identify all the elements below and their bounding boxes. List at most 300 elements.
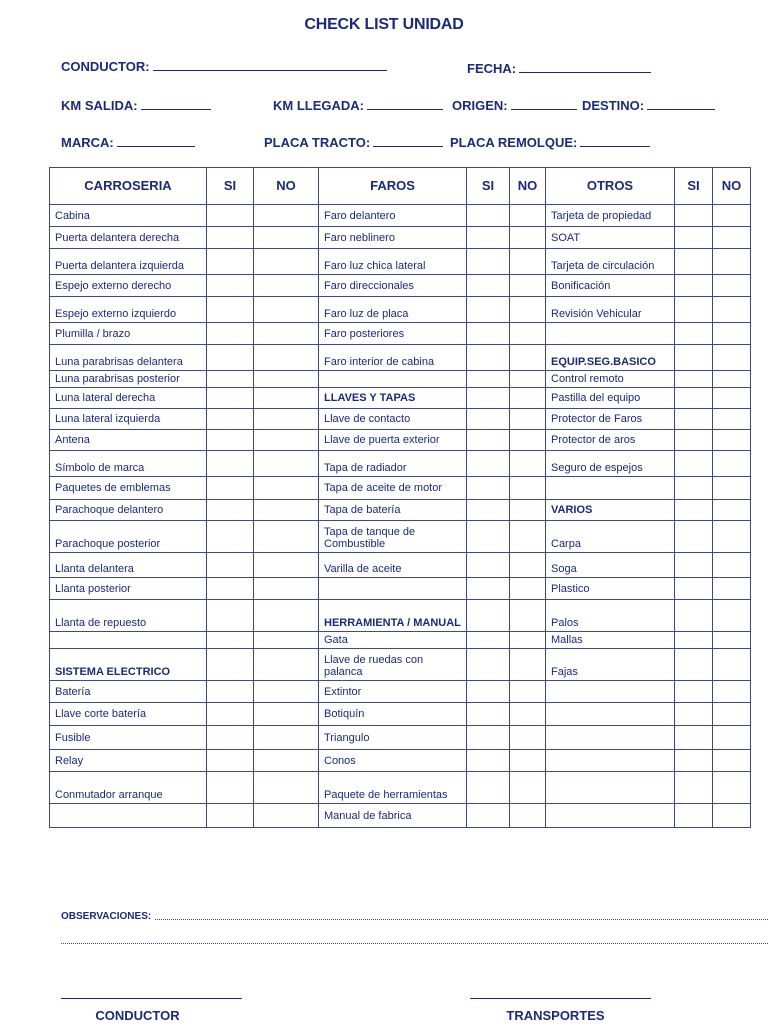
faros-si-cell[interactable] [467,750,510,772]
otros-item: Carpa [546,521,675,553]
faros-si-cell[interactable] [467,500,510,521]
conductor-signature-line[interactable] [61,998,242,999]
carroseria-no-cell[interactable] [254,703,319,726]
carroseria-item: Luna parabrisas posterior [50,371,207,388]
otros-no-cell[interactable] [713,205,751,227]
faros-item: Triangulo [319,726,467,750]
faros-no-cell[interactable] [510,726,546,750]
otros-si-cell[interactable] [675,703,713,726]
col-header-no-otros: NO [713,168,751,205]
otros-item: Protector de aros [546,430,675,451]
otros-si-cell[interactable] [675,451,713,477]
conductor-field [61,58,387,74]
carroseria-si-cell[interactable] [207,388,254,409]
carroseria-item: Paquetes de emblemas [50,477,207,500]
otros-item [546,323,675,345]
carroseria-item [50,804,207,828]
carroseria-item: Luna lateral derecha [50,388,207,409]
faros-no-cell[interactable] [510,323,546,345]
otros-no-cell[interactable] [713,632,751,649]
faros-item: Faro direccionales [319,275,467,297]
carroseria-si-cell[interactable] [207,703,254,726]
carroseria-si-cell[interactable] [207,205,254,227]
carroseria-no-cell[interactable] [254,297,319,323]
carroseria-item: Relay [50,750,207,772]
table-row [50,681,751,703]
faros-item: Llave de contacto [319,409,467,430]
faros-item: Faro neblinero [319,227,467,249]
faros-item: Conos [319,750,467,772]
carroseria-no-cell[interactable] [254,227,319,249]
faros-item: HERRAMIENTA / MANUAL [319,600,467,632]
fecha-label: FECHA: [467,61,517,76]
otros-si-cell[interactable] [675,632,713,649]
table-row [50,553,751,578]
faros-item: Extintor [319,681,467,703]
table-row [50,345,751,371]
faros-item: LLAVES Y TAPAS [319,388,467,409]
col-header-si-faros: SI [467,168,510,205]
placa-tracto-label: PLACA TRACTO: [264,135,371,150]
faros-no-cell[interactable] [510,430,546,451]
carroseria-no-cell[interactable] [254,578,319,600]
carroseria-no-cell[interactable] [254,205,319,227]
carroseria-item: Conmutador arranque [50,772,207,804]
otros-no-cell[interactable] [713,500,751,521]
table-row [50,388,751,409]
faros-item: Botiquín [319,703,467,726]
faros-si-cell[interactable] [467,205,510,227]
faros-item: Faro posteriores [319,323,467,345]
otros-si-cell[interactable] [675,500,713,521]
faros-si-cell[interactable] [467,578,510,600]
carroseria-no-cell[interactable] [254,521,319,553]
otros-si-cell[interactable] [675,772,713,804]
km-llegada-field [273,97,443,113]
faros-si-cell[interactable] [467,632,510,649]
carroseria-item: SISTEMA ELECTRICO [50,649,207,681]
destino-field [582,97,715,113]
otros-no-cell[interactable] [713,553,751,578]
otros-si-cell[interactable] [675,388,713,409]
carroseria-si-cell[interactable] [207,681,254,703]
otros-item [546,726,675,750]
carroseria-item: Espejo externo izquierdo [50,297,207,323]
carroseria-no-cell[interactable] [254,681,319,703]
page-title: CHECK LIST UNIDAD [304,16,464,33]
faros-si-cell[interactable] [467,409,510,430]
otros-si-cell[interactable] [675,521,713,553]
carroseria-si-cell[interactable] [207,227,254,249]
faros-si-cell[interactable] [467,703,510,726]
faros-no-cell[interactable] [510,371,546,388]
faros-si-cell[interactable] [467,388,510,409]
otros-si-cell[interactable] [675,804,713,828]
faros-si-cell[interactable] [467,600,510,632]
faros-no-cell[interactable] [510,227,546,249]
placa-remolque-line[interactable] [580,134,650,147]
faros-no-cell[interactable] [510,409,546,430]
table-row [50,205,751,227]
carroseria-item: Puerta delantera derecha [50,227,207,249]
faros-item: Faro luz chica lateral [319,249,467,275]
faros-item [319,371,467,388]
otros-si-cell[interactable] [675,726,713,750]
carroseria-no-cell[interactable] [254,804,319,828]
otros-item [546,772,675,804]
faros-si-cell[interactable] [467,451,510,477]
otros-no-cell[interactable] [713,323,751,345]
otros-item [546,681,675,703]
table-row [50,804,751,828]
carroseria-no-cell[interactable] [254,451,319,477]
table-row [50,297,751,323]
faros-no-cell[interactable] [510,772,546,804]
otros-si-cell[interactable] [675,578,713,600]
otros-item: Plastico [546,578,675,600]
carroseria-no-cell[interactable] [254,649,319,681]
carroseria-item: Espejo externo derecho [50,275,207,297]
table-row [50,227,751,249]
table-row [50,477,751,500]
faros-no-cell[interactable] [510,500,546,521]
carroseria-item: Luna parabrisas delantera [50,345,207,371]
carroseria-no-cell[interactable] [254,409,319,430]
otros-item [546,804,675,828]
otros-si-cell[interactable] [675,345,713,371]
carroseria-item: Puerta delantera izquierda [50,249,207,275]
otros-no-cell[interactable] [713,388,751,409]
table-row [50,323,751,345]
otros-si-cell[interactable] [675,323,713,345]
faros-si-cell[interactable] [467,804,510,828]
otros-si-cell[interactable] [675,297,713,323]
carroseria-si-cell[interactable] [207,345,254,371]
origen-label: ORIGEN: [452,98,508,113]
carroseria-si-cell[interactable] [207,804,254,828]
otros-no-cell[interactable] [713,521,751,553]
transportes-signature-label: TRANSPORTES [506,1008,605,1023]
table-row [50,772,751,804]
carroseria-no-cell[interactable] [254,750,319,772]
otros-item [546,703,675,726]
otros-no-cell[interactable] [713,345,751,371]
faros-no-cell[interactable] [510,477,546,500]
otros-item [546,750,675,772]
otros-no-cell[interactable] [713,451,751,477]
checklist-body [50,205,751,828]
faros-item: Tapa de aceite de motor [319,477,467,500]
carroseria-no-cell[interactable] [254,249,319,275]
carroseria-si-cell[interactable] [207,578,254,600]
carroseria-si-cell[interactable] [207,500,254,521]
carroseria-no-cell[interactable] [254,371,319,388]
col-header-carroseria: CARROSERIA [50,168,207,205]
carroseria-no-cell[interactable] [254,323,319,345]
otros-si-cell[interactable] [675,649,713,681]
transportes-signature-line[interactable] [470,998,651,999]
table-row [50,703,751,726]
marca-line[interactable] [117,134,195,147]
carroseria-si-cell[interactable] [207,297,254,323]
observaciones-line-2[interactable] [61,943,768,944]
carroseria-item: Parachoque delantero [50,500,207,521]
otros-no-cell[interactable] [713,578,751,600]
faros-no-cell[interactable] [510,249,546,275]
faros-si-cell[interactable] [467,726,510,750]
observaciones-label: OBSERVACIONES: [61,911,152,922]
km-salida-line[interactable] [141,97,211,110]
faros-no-cell[interactable] [510,275,546,297]
carroseria-si-cell[interactable] [207,726,254,750]
carroseria-si-cell[interactable] [207,600,254,632]
carroseria-no-cell[interactable] [254,477,319,500]
carroseria-si-cell[interactable] [207,750,254,772]
otros-no-cell[interactable] [713,297,751,323]
otros-no-cell[interactable] [713,227,751,249]
carroseria-item: Llanta delantera [50,553,207,578]
placa-tracto-field [264,134,443,150]
carroseria-no-cell[interactable] [254,553,319,578]
otros-no-cell[interactable] [713,275,751,297]
faros-no-cell[interactable] [510,804,546,828]
table-row [50,600,751,632]
otros-si-cell[interactable] [675,750,713,772]
otros-item: Protector de Faros [546,409,675,430]
marca-label: MARCA: [61,135,114,150]
faros-no-cell[interactable] [510,600,546,632]
carroseria-si-cell[interactable] [207,430,254,451]
otros-item: Revisión Vehicular [546,297,675,323]
faros-si-cell[interactable] [467,249,510,275]
otros-si-cell[interactable] [675,249,713,275]
faros-si-cell[interactable] [467,553,510,578]
faros-si-cell[interactable] [467,371,510,388]
otros-no-cell[interactable] [713,681,751,703]
faros-si-cell[interactable] [467,297,510,323]
faros-item: Faro interior de cabina [319,345,467,371]
col-header-otros: OTROS [546,168,675,205]
otros-si-cell[interactable] [675,681,713,703]
table-row [50,500,751,521]
faros-no-cell[interactable] [510,750,546,772]
table-row [50,649,751,681]
otros-item [546,477,675,500]
faros-no-cell[interactable] [510,345,546,371]
carroseria-si-cell[interactable] [207,632,254,649]
otros-item: Pastilla del equipo [546,388,675,409]
col-header-faros: FAROS [319,168,467,205]
table-row [50,578,751,600]
fecha-field [467,60,651,76]
otros-item: Soga [546,553,675,578]
carroseria-item: Antena [50,430,207,451]
carroseria-item: Fusible [50,726,207,750]
carroseria-no-cell[interactable] [254,600,319,632]
placa-remolque-label: PLACA REMOLQUE: [450,135,578,150]
carroseria-item: Cabina [50,205,207,227]
km-salida-field [61,97,211,113]
observaciones-line-1[interactable] [155,919,768,920]
faros-item: Faro luz de placa [319,297,467,323]
carroseria-si-cell[interactable] [207,772,254,804]
otros-si-cell[interactable] [675,275,713,297]
carroseria-si-cell[interactable] [207,323,254,345]
carroseria-no-cell[interactable] [254,772,319,804]
otros-no-cell[interactable] [713,600,751,632]
faros-si-cell[interactable] [467,430,510,451]
table-row [50,430,751,451]
carroseria-no-cell[interactable] [254,388,319,409]
faros-si-cell[interactable] [467,681,510,703]
carroseria-no-cell[interactable] [254,632,319,649]
otros-item: VARIOS [546,500,675,521]
km-llegada-label: KM LLEGADA: [273,98,364,113]
otros-no-cell[interactable] [713,804,751,828]
otros-si-cell[interactable] [675,371,713,388]
faros-si-cell[interactable] [467,477,510,500]
carroseria-no-cell[interactable] [254,500,319,521]
table-header-row [50,168,751,205]
origen-line[interactable] [511,97,577,110]
faros-si-cell[interactable] [467,227,510,249]
marca-field [61,134,195,150]
carroseria-si-cell[interactable] [207,649,254,681]
faros-item: Tapa de radiador [319,451,467,477]
origen-field [452,97,577,113]
otros-si-cell[interactable] [675,553,713,578]
otros-si-cell[interactable] [675,227,713,249]
table-row [50,451,751,477]
table-row [50,249,751,275]
otros-no-cell[interactable] [713,430,751,451]
faros-no-cell[interactable] [510,388,546,409]
faros-item [319,578,467,600]
carroseria-si-cell[interactable] [207,409,254,430]
carroseria-item: Parachoque posterior [50,521,207,553]
conductor-signature-label: CONDUCTOR [95,1008,180,1023]
km-llegada-line[interactable] [367,97,443,110]
faros-no-cell[interactable] [510,649,546,681]
carroseria-item: Llanta posterior [50,578,207,600]
otros-item: Mallas [546,632,675,649]
carroseria-no-cell[interactable] [254,345,319,371]
faros-no-cell[interactable] [510,205,546,227]
otros-item: Seguro de espejos [546,451,675,477]
otros-item: Fajas [546,649,675,681]
faros-item: Llave de ruedas con palanca [319,649,467,681]
faros-no-cell[interactable] [510,578,546,600]
otros-item: Palos [546,600,675,632]
conductor-label: CONDUCTOR: [61,59,150,74]
carroseria-si-cell[interactable] [207,521,254,553]
faros-si-cell[interactable] [467,323,510,345]
carroseria-item: Plumilla / brazo [50,323,207,345]
col-header-no-carroseria: NO [254,168,319,205]
km-salida-label: KM SALIDA: [61,98,138,113]
otros-si-cell[interactable] [675,477,713,500]
otros-item: SOAT [546,227,675,249]
carroseria-item: Batería [50,681,207,703]
placa-tracto-line[interactable] [373,134,443,147]
table-row [50,275,751,297]
table-row [50,521,751,553]
otros-item: Tarjeta de circulación [546,249,675,275]
otros-no-cell[interactable] [713,371,751,388]
otros-si-cell[interactable] [675,600,713,632]
carroseria-item: Luna lateral izquierda [50,409,207,430]
faros-no-cell[interactable] [510,632,546,649]
destino-line[interactable] [647,97,715,110]
otros-no-cell[interactable] [713,750,751,772]
faros-no-cell[interactable] [510,553,546,578]
carroseria-no-cell[interactable] [254,275,319,297]
otros-no-cell[interactable] [713,703,751,726]
faros-no-cell[interactable] [510,451,546,477]
faros-item: Varilla de aceite [319,553,467,578]
checklist-table [49,167,751,828]
otros-item: Bonificación [546,275,675,297]
otros-no-cell[interactable] [713,772,751,804]
faros-si-cell[interactable] [467,772,510,804]
table-row [50,726,751,750]
otros-no-cell[interactable] [713,726,751,750]
otros-si-cell[interactable] [675,409,713,430]
otros-item: Control remoto [546,371,675,388]
faros-si-cell[interactable] [467,649,510,681]
carroseria-item [50,632,207,649]
placa-remolque-field [450,134,650,150]
faros-si-cell[interactable] [467,521,510,553]
otros-no-cell[interactable] [713,649,751,681]
faros-item: Gata [319,632,467,649]
fecha-line[interactable] [519,60,651,73]
faros-si-cell[interactable] [467,275,510,297]
otros-si-cell[interactable] [675,205,713,227]
faros-no-cell[interactable] [510,521,546,553]
conductor-line[interactable] [153,58,387,71]
faros-item: Faro delantero [319,205,467,227]
table-row [50,632,751,649]
otros-no-cell[interactable] [713,477,751,500]
carroseria-si-cell[interactable] [207,553,254,578]
faros-si-cell[interactable] [467,345,510,371]
faros-no-cell[interactable] [510,703,546,726]
col-header-si-carroseria: SI [207,168,254,205]
otros-item: EQUIP.SEG.BASICO [546,345,675,371]
otros-item: Tarjeta de propiedad [546,205,675,227]
faros-item: Tapa de batería [319,500,467,521]
faros-no-cell[interactable] [510,297,546,323]
table-row [50,750,751,772]
otros-no-cell[interactable] [713,249,751,275]
faros-no-cell[interactable] [510,681,546,703]
carroseria-no-cell[interactable] [254,430,319,451]
carroseria-no-cell[interactable] [254,726,319,750]
col-header-si-otros: SI [675,168,713,205]
carroseria-item: Símbolo de marca [50,451,207,477]
carroseria-si-cell[interactable] [207,249,254,275]
otros-si-cell[interactable] [675,430,713,451]
carroseria-si-cell[interactable] [207,451,254,477]
carroseria-si-cell[interactable] [207,477,254,500]
carroseria-si-cell[interactable] [207,275,254,297]
carroseria-si-cell[interactable] [207,371,254,388]
otros-no-cell[interactable] [713,409,751,430]
faros-item: Llave de puerta exterior [319,430,467,451]
carroseria-item: Llanta de repuesto [50,600,207,632]
faros-item: Tapa de tanque de Combustible [319,521,467,553]
